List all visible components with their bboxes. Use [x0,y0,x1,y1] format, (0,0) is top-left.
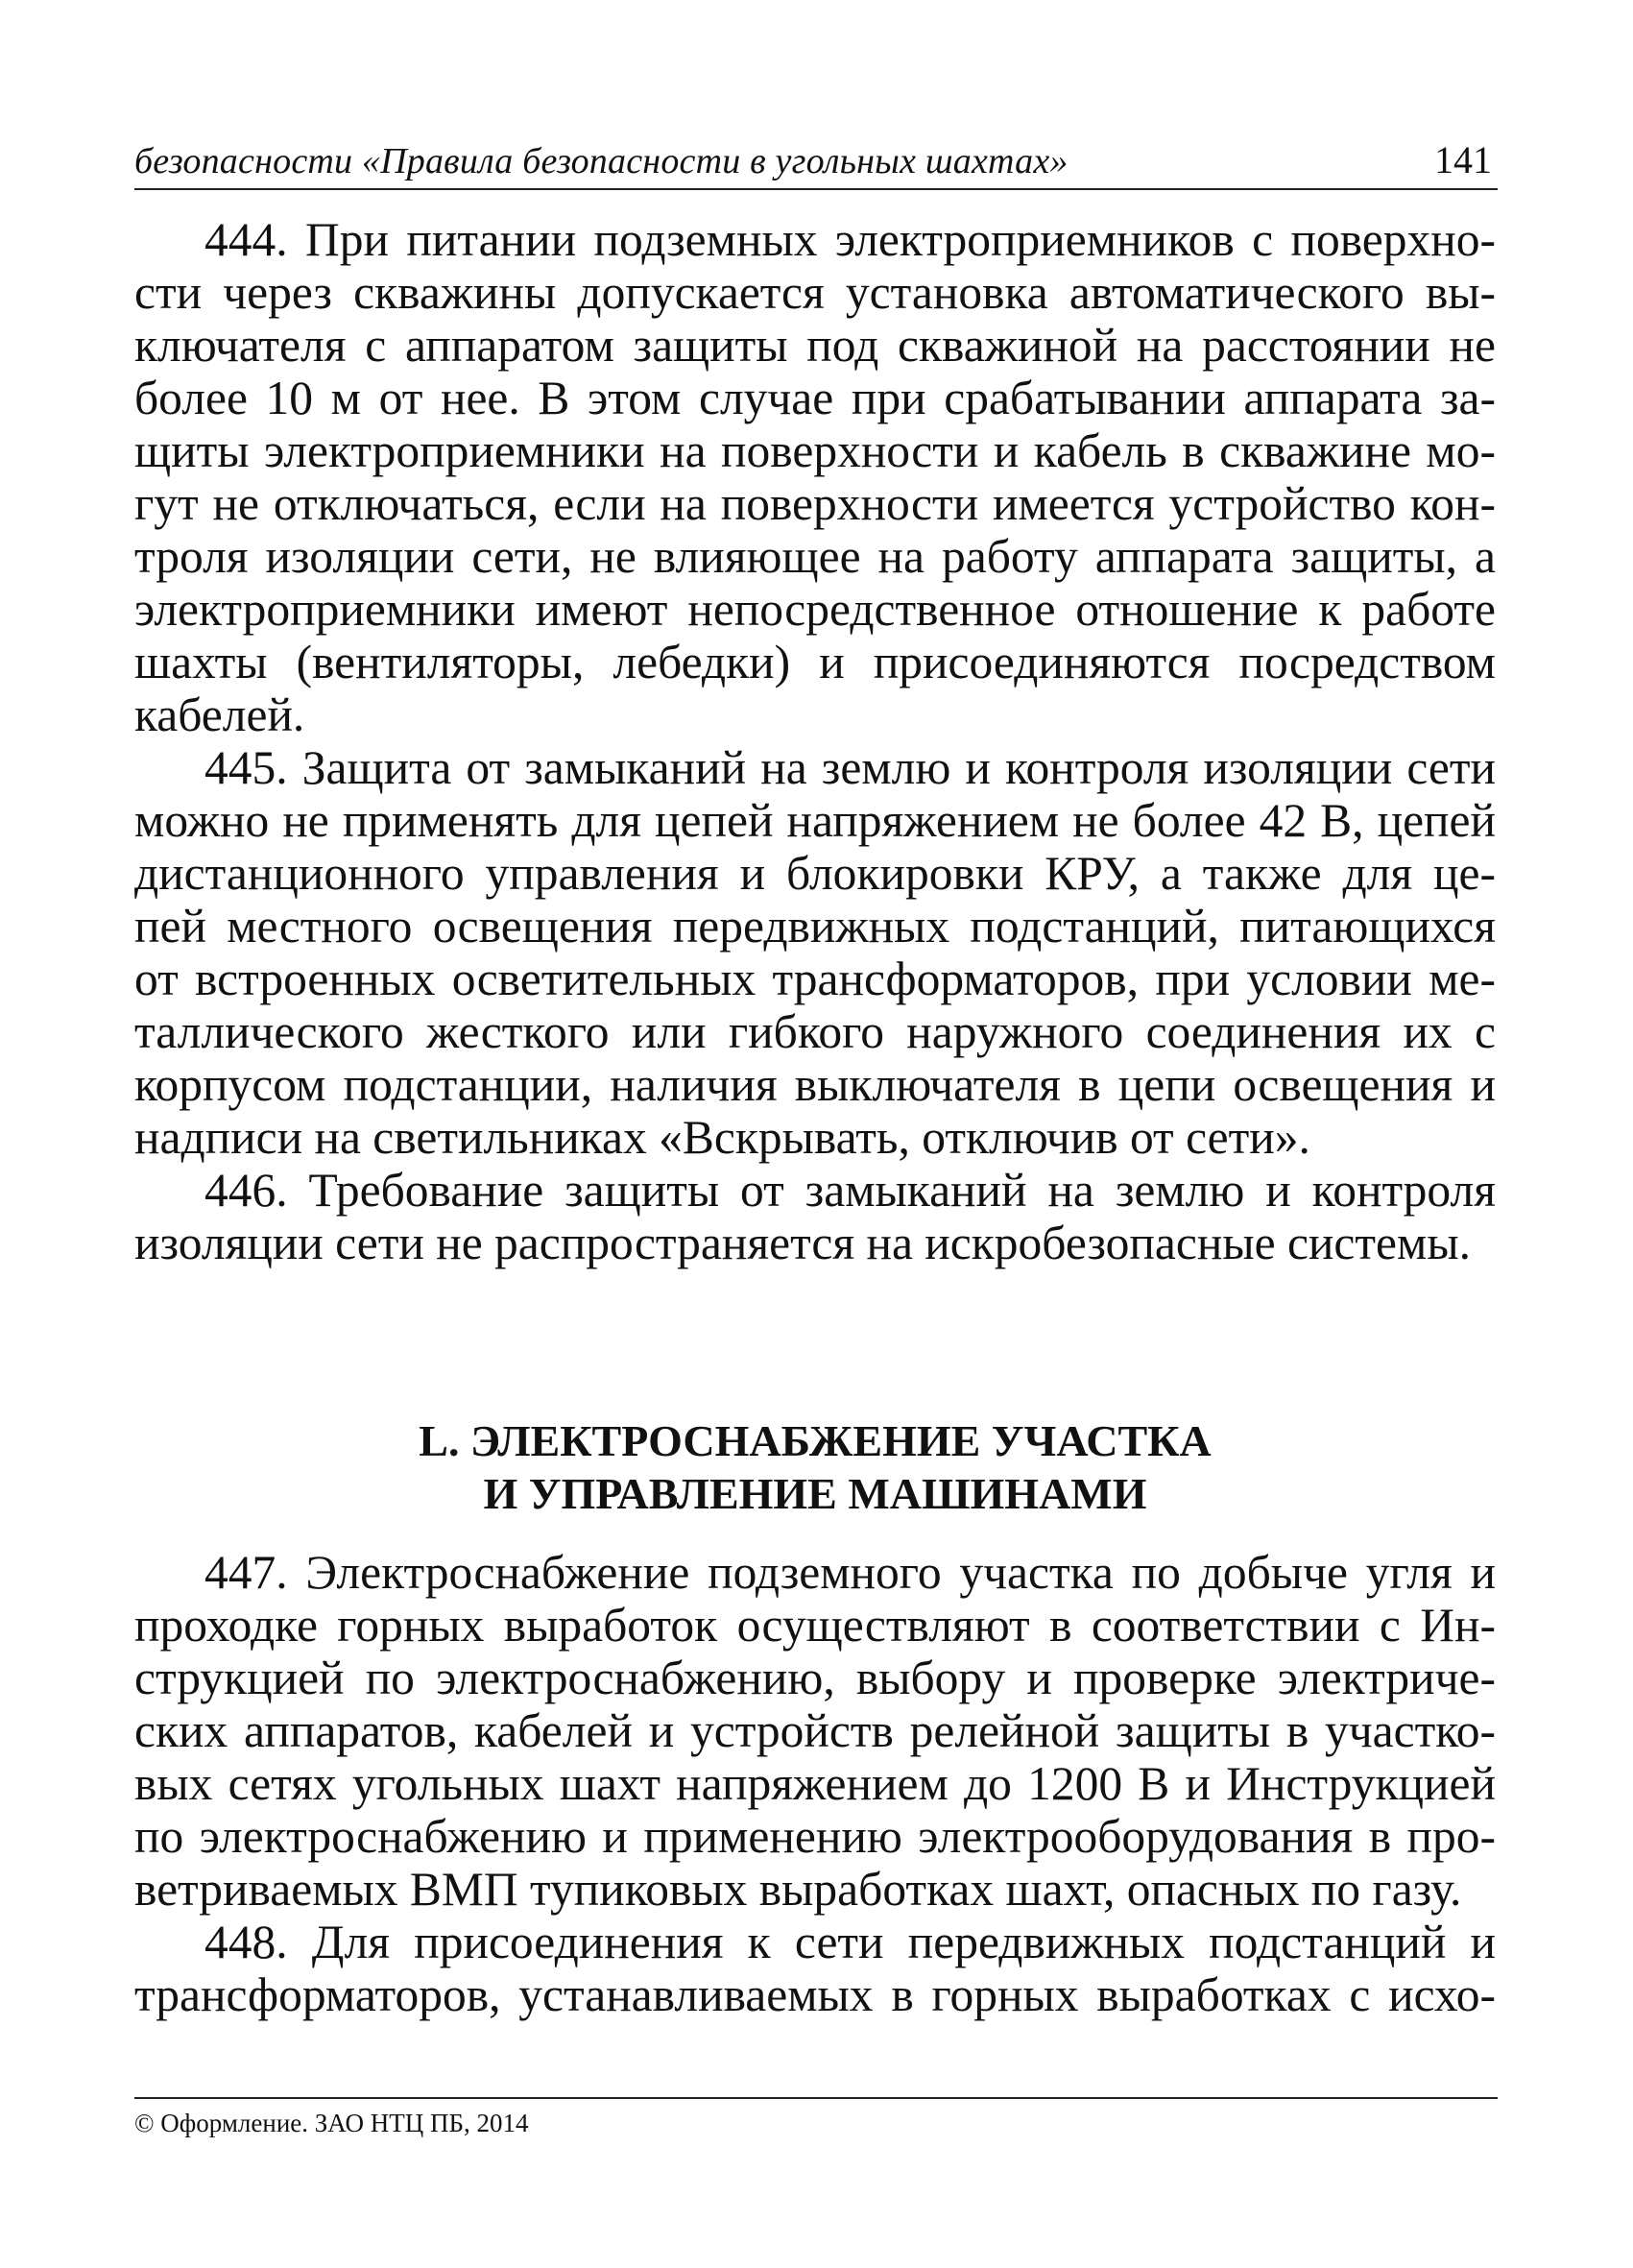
section-heading-line: И УПРАВЛЕНИЕ МАШИНАМИ [483,1469,1147,1518]
text-line: ветриваемых ВМП тупиковых выработках шахт, опасных по газу. [134,1863,1462,1916]
text-line: 447. Электроснабжение подземного участка по добыче угля и [204,1546,1496,1599]
text-line: электроприемники имеют непосредственное отношение к работе [134,583,1496,636]
text-line: ских аппаратов, кабелей и устройств релейной защиты в участко- [134,1704,1496,1757]
paragraph [134,741,1496,1164]
text-line: проходке горных выработок осуществляют в соответствии с Ин- [134,1599,1496,1652]
text-line: таллического жесткого или гибкого наружного соединения их с [134,1005,1496,1058]
text-line: от встроенных осветительных трансформаторов, при условии ме- [134,953,1496,1005]
text-line: изоляции сети не распространяется на искробезопасные системы. [134,1217,1471,1269]
paragraph [134,1164,1496,1269]
text-line: шахты (вентиляторы, лебедки) и присоединяются посредством [134,636,1496,688]
body-text-top [134,213,1496,1269]
page-number: 141 [1434,138,1492,181]
running-header-title: безопасности «Правила безопасности в угольных шахтах» [134,141,1069,181]
text-line: по электроснабжению и применению электрооборудования в про- [134,1810,1496,1863]
text-line: ключателя с аппаратом защиты под скважиной на расстоянии не [134,319,1496,372]
section-heading [134,1414,1496,1520]
text-line: кабелей. [134,688,305,741]
text-line: струкцией по электроснабжению, выбору и проверке электриче- [134,1652,1496,1704]
text-line: троля изоляции сети, не влияющее на работу аппарата защиты, а [134,530,1496,583]
paragraph [134,213,1496,741]
paragraph [134,1916,1496,2021]
text-line: трансформаторов, устанавливаемых в горных выработках с исхо- [134,1968,1496,2021]
paragraph [134,1546,1496,1916]
text-line: дистанционного управления и блокировки КРУ, а также для це- [134,847,1496,900]
text-line: щиты электроприемники на поверхности и кабель в скважине мо- [134,424,1496,477]
text-line: 446. Требование защиты от замыканий на землю и контроля [204,1164,1496,1217]
footer-copyright: © Оформление. ЗАО НТЦ ПБ, 2014 [134,2109,529,2137]
text-line: можно не применять для цепей напряжением не более 42 В, цепей [134,794,1496,847]
text-line: гут не отключаться, если на поверхности имеется устройство кон- [134,477,1496,530]
text-line: пей местного освещения передвижных подстанций, питающихся [134,900,1496,953]
text-line: вых сетях угольных шахт напряжением до 1200 В и Инструкцией [134,1757,1496,1810]
text-line: более 10 м от нее. В этом случае при срабатывании аппарата за- [134,372,1496,424]
body-text-bottom [134,1546,1496,2021]
running-header [134,133,1498,190]
text-line: 444. При питании подземных электроприемников с поверхно- [204,213,1496,266]
text-line: 445. Защита от замыканий на землю и контроля изоляции сети [204,741,1496,794]
footer-rule [134,2097,1498,2099]
text-line: 448. Для присоединения к сети передвижных подстанций и [204,1916,1496,1968]
text-line: сти через скважины допускается установка автоматического вы- [134,266,1496,319]
text-line: корпусом подстанции, наличия выключателя в цепи освещения и [134,1058,1496,1111]
section-heading-line: L. ЭЛЕКТРОСНАБЖЕНИЕ УЧАСТКА [419,1416,1212,1465]
text-line: надписи на светильниках «Вскрывать, отключив от сети». [134,1111,1310,1164]
